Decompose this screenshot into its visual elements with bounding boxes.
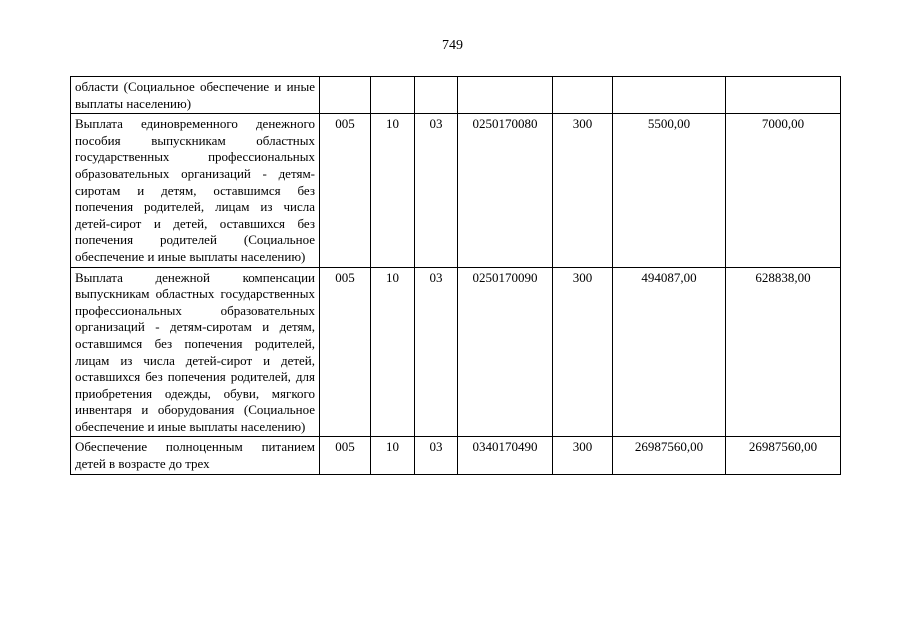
subsection-code-cell: 03 — [415, 437, 458, 474]
row-name-cell: области (Социальное обеспечение и иные выплаты населению) — [71, 77, 320, 114]
table-row — [71, 437, 841, 474]
row-name-cell: Обеспечение полноценным питанием детей в возрасте до трех — [71, 437, 320, 474]
page-number: 749 — [442, 38, 463, 53]
section-code-cell — [371, 77, 415, 114]
expense-type-cell: 300 — [553, 437, 613, 474]
budget-table — [70, 76, 841, 475]
amount-year2-cell — [726, 77, 841, 114]
row-name-cell: Выплата единовременного денежного пособия выпускникам областных государственных профессиональных образовательных организаций - детям-сиротам и детям, оставшимся без попечения родителей, лицам из числа детей-сирот и детей, оставшихся без попечения родителей (Социальное обеспечение и иные выплаты населению) — [71, 114, 320, 267]
subsection-code-cell: 03 — [415, 114, 458, 267]
amount-year1-cell: 494087,00 — [613, 267, 726, 437]
amount-year1-cell: 26987560,00 — [613, 437, 726, 474]
section-code-cell: 10 — [371, 437, 415, 474]
section-code-cell: 10 — [371, 114, 415, 267]
amount-year2-cell: 26987560,00 — [726, 437, 841, 474]
ved-code-cell: 005 — [320, 114, 371, 267]
ved-code-cell — [320, 77, 371, 114]
target-article-cell: 0250170080 — [458, 114, 553, 267]
subsection-code-cell — [415, 77, 458, 114]
section-code-cell: 10 — [371, 267, 415, 437]
table-row — [71, 267, 841, 437]
amount-year1-cell: 5500,00 — [613, 114, 726, 267]
table-row — [71, 114, 841, 267]
amount-year2-cell: 7000,00 — [726, 114, 841, 267]
expense-type-cell: 300 — [553, 267, 613, 437]
expense-type-cell: 300 — [553, 114, 613, 267]
table-row — [71, 77, 841, 114]
amount-year2-cell: 628838,00 — [726, 267, 841, 437]
target-article-cell: 0250170090 — [458, 267, 553, 437]
target-article-cell — [458, 77, 553, 114]
expense-type-cell — [553, 77, 613, 114]
subsection-code-cell: 03 — [415, 267, 458, 437]
target-article-cell: 0340170490 — [458, 437, 553, 474]
row-name-cell: Выплата денежной компенсации выпускникам областных государственных профессиональных образовательных организаций - детям-сиротам и детям, оставшимся без попечения родителей, лицам из числа детей-сирот и детей, оставшихся без попечения родителей, для приобретения одежды, обуви, мягкого инвентаря и оборудования (Социальное обеспечение и иные выплаты населению) — [71, 267, 320, 437]
ved-code-cell: 005 — [320, 267, 371, 437]
ved-code-cell: 005 — [320, 437, 371, 474]
amount-year1-cell — [613, 77, 726, 114]
